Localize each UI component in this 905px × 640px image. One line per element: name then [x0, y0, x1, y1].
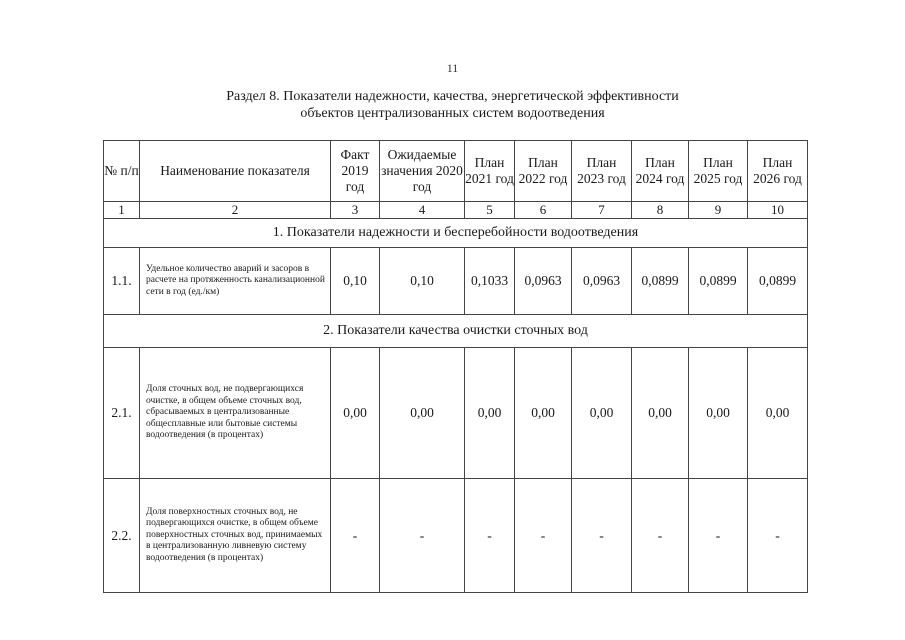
- value-cell: 0,0899: [748, 248, 808, 315]
- header-row: [104, 141, 808, 202]
- page-number: 11: [446, 61, 459, 75]
- column-number: 9: [689, 202, 748, 219]
- indicators-table: [103, 140, 808, 593]
- value-cell: 0,00: [632, 348, 689, 479]
- row-number: 2.1.: [104, 348, 140, 479]
- header-plan-2023: План 2023 год: [572, 141, 632, 202]
- column-number: 8: [632, 202, 689, 219]
- header-expected-2020: Ожидаемые значения 2020 год: [380, 141, 465, 202]
- value-cell: 0,00: [331, 348, 380, 479]
- value-cell: -: [331, 479, 380, 593]
- column-number: 1: [104, 202, 140, 219]
- column-number: 6: [515, 202, 572, 219]
- header-plan-2026: План 2026 год: [748, 141, 808, 202]
- value-cell: 0,0963: [515, 248, 572, 315]
- value-cell: -: [465, 479, 515, 593]
- header-fact-2019: Факт 2019 год: [331, 141, 380, 202]
- section-title: [0, 88, 905, 122]
- column-number: 10: [748, 202, 808, 219]
- value-cell: -: [572, 479, 632, 593]
- row-number: 1.1.: [104, 248, 140, 315]
- value-cell: 0,00: [689, 348, 748, 479]
- indicator-name: Удельное количество аварий и засоров в расчете на протяженность канализационной сети в год (ед./км): [140, 248, 331, 315]
- title-line-1: Раздел 8. Показатели надежности, качества, энергетической эффективности: [226, 89, 679, 104]
- header-plan-2024: План 2024 год: [632, 141, 689, 202]
- table-row: [104, 248, 808, 315]
- row-number: 2.2.: [104, 479, 140, 593]
- table-row: [104, 348, 808, 479]
- value-cell: 0,0963: [572, 248, 632, 315]
- value-cell: 0,10: [380, 248, 465, 315]
- column-number: 7: [572, 202, 632, 219]
- value-cell: 0,00: [748, 348, 808, 479]
- value-cell: 0,0899: [632, 248, 689, 315]
- value-cell: 0,0899: [689, 248, 748, 315]
- value-cell: 0,1033: [465, 248, 515, 315]
- value-cell: 0,10: [331, 248, 380, 315]
- indicator-name: Доля сточных вод, не подвергающихся очистке, в общем объеме сточных вод, сбрасываемых в централизованные общесплавные или бытовые системы водоотведения (в процентах): [140, 348, 331, 479]
- column-number: 5: [465, 202, 515, 219]
- value-cell: 0,00: [465, 348, 515, 479]
- value-cell: -: [689, 479, 748, 593]
- title-line-2: объектов централизованных систем водоотведения: [300, 106, 605, 121]
- header-plan-2025: План 2025 год: [689, 141, 748, 202]
- value-cell: -: [632, 479, 689, 593]
- value-cell: 0,00: [380, 348, 465, 479]
- column-number: 3: [331, 202, 380, 219]
- header-num: № п/п: [104, 141, 140, 202]
- indicator-name: Доля поверхностных сточных вод, не подвергающихся очистке, в общем объеме поверхностных сточных вод, принимаемых в централизованную ливневую систему водоотведения (в процентах): [140, 479, 331, 593]
- value-cell: 0,00: [572, 348, 632, 479]
- value-cell: -: [515, 479, 572, 593]
- section-2-row: [104, 315, 808, 348]
- column-number-row: [104, 202, 808, 219]
- section-1-row: [104, 219, 808, 248]
- table-row: [104, 479, 808, 593]
- header-plan-2021: План 2021 год: [465, 141, 515, 202]
- value-cell: -: [748, 479, 808, 593]
- column-number: 4: [380, 202, 465, 219]
- header-name: Наименование показателя: [140, 141, 331, 202]
- section-1-title: 1. Показатели надежности и бесперебойности водоотведения: [104, 219, 808, 248]
- value-cell: -: [380, 479, 465, 593]
- value-cell: 0,00: [515, 348, 572, 479]
- header-plan-2022: План 2022 год: [515, 141, 572, 202]
- section-2-title: 2. Показатели качества очистки сточных вод: [104, 315, 808, 348]
- column-number: 2: [140, 202, 331, 219]
